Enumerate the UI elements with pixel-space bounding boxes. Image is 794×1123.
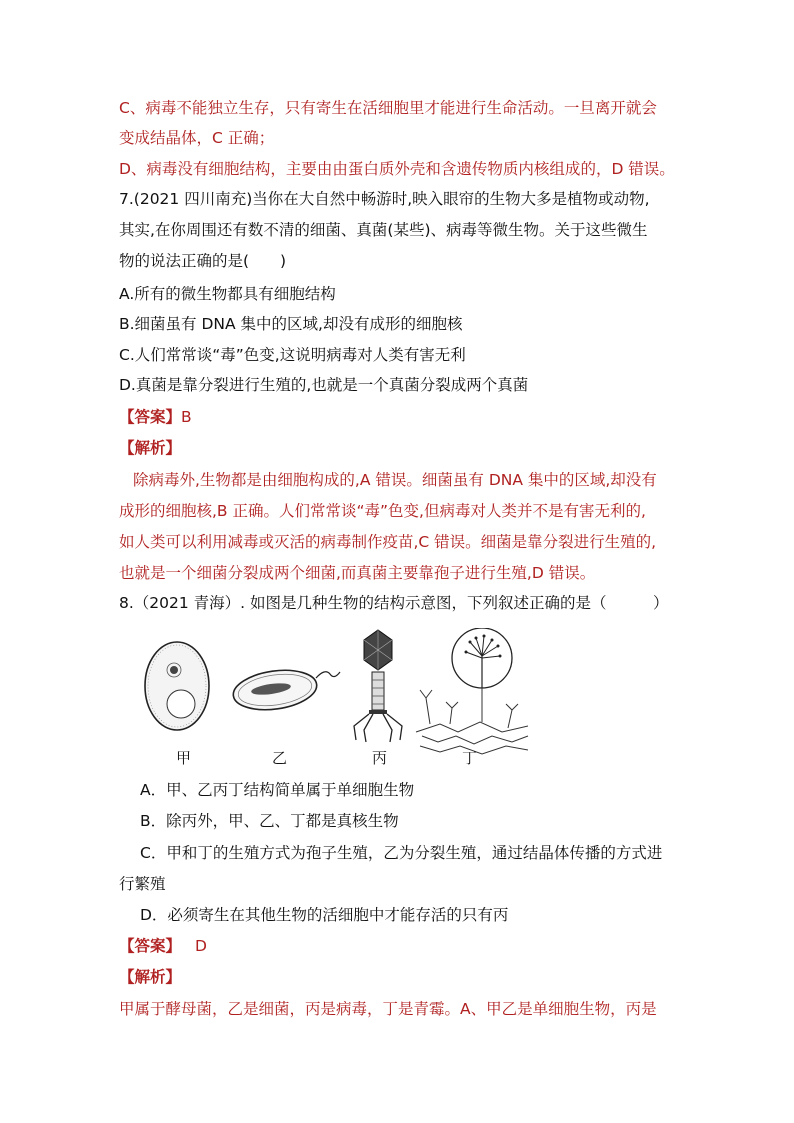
analysis-tag: 【解析】 (119, 439, 182, 457)
option-c: C．甲和丁的生殖方式为孢子生殖，乙为分裂生殖，通过结晶体传播的方式进 (140, 844, 663, 862)
mold-illustration (416, 628, 528, 754)
option-d: D．必须寄生在其他生物的活细胞中才能存活的只有丙 (140, 906, 509, 924)
text-line: 变成结晶体，C 正确； (119, 129, 275, 147)
option-a: A.所有的微生物都具有细胞结构 (119, 285, 336, 303)
figure-label-bing: 丙 (372, 749, 388, 767)
question-7-stem: 物的说法正确的是( ) (119, 252, 287, 270)
option-b: B．除丙外，甲、乙、丁都是真核生物 (140, 812, 399, 830)
option-d: D.真菌是靠分裂进行生殖的,也就是一个真菌分裂成两个真菌 (119, 376, 529, 394)
answer-value: B (181, 408, 192, 426)
question-8-stem: 8.（2021 青海）. 如图是几种生物的结构示意图，下列叙述正确的是（ ） (119, 594, 669, 612)
analysis-line: 也就是一个细菌分裂成两个细菌,而真菌主要靠孢子进行生殖,D 错误。 (119, 564, 596, 582)
text-line: C、病毒不能独立生存，只有寄生在活细胞里才能进行生命活动。一旦离开就会 (119, 99, 657, 117)
figure-label-yi: 乙 (272, 749, 288, 767)
analysis-line: 成形的细胞核,B 正确。人们常常谈“毒”色变,但病毒对人类并不是有害无利的, (119, 502, 646, 520)
yeast-illustration (145, 642, 209, 730)
analysis-line: 甲属于酵母菌，乙是细菌，丙是病毒，丁是青霉。A、甲乙是单细胞生物，丙是 (119, 1000, 657, 1018)
bacterium-illustration (231, 665, 340, 714)
figure-label-jia: 甲 (176, 749, 192, 767)
option-a: A．甲、乙丙丁结构简单属于单细胞生物 (140, 781, 415, 799)
figure-label-ding: 丁 (462, 749, 478, 767)
text-line: D、病毒没有细胞结构，主要由由蛋白质外壳和含遗传物质内核组成的，D 错误。 (119, 160, 675, 178)
option-b: B.细菌虽有 DNA 集中的区域,却没有成形的细胞核 (119, 315, 463, 333)
answer-value: D (195, 937, 207, 955)
question-7-stem: 其实,在你周围还有数不清的细菌、真菌(某些)、病毒等微生物。关于这些微生 (119, 221, 648, 239)
virus-illustration (354, 630, 402, 742)
question-7-stem: 7.(2021 四川南充)当你在大自然中畅游时,映入眼帘的生物大多是植物或动物, (119, 190, 650, 208)
option-c: C.人们常常谈“毒”色变,这说明病毒对人类有害无利 (119, 346, 466, 364)
analysis-line: 如人类可以利用减毒或灭活的病毒制作疫苗,C 错误。细菌是靠分裂进行生殖的, (119, 533, 657, 551)
answer-row (119, 935, 207, 957)
analysis-tag: 【解析】 (119, 968, 182, 986)
answer-row (119, 406, 192, 428)
answer-tag: 【答案】 (119, 408, 182, 426)
analysis-line: 除病毒外,生物都是由细胞构成的,A 错误。细菌虽有 DNA 集中的区域,却没有 (133, 471, 657, 489)
answer-tag: 【答案】 (119, 937, 182, 955)
option-c-continued: 行繁殖 (119, 875, 166, 893)
